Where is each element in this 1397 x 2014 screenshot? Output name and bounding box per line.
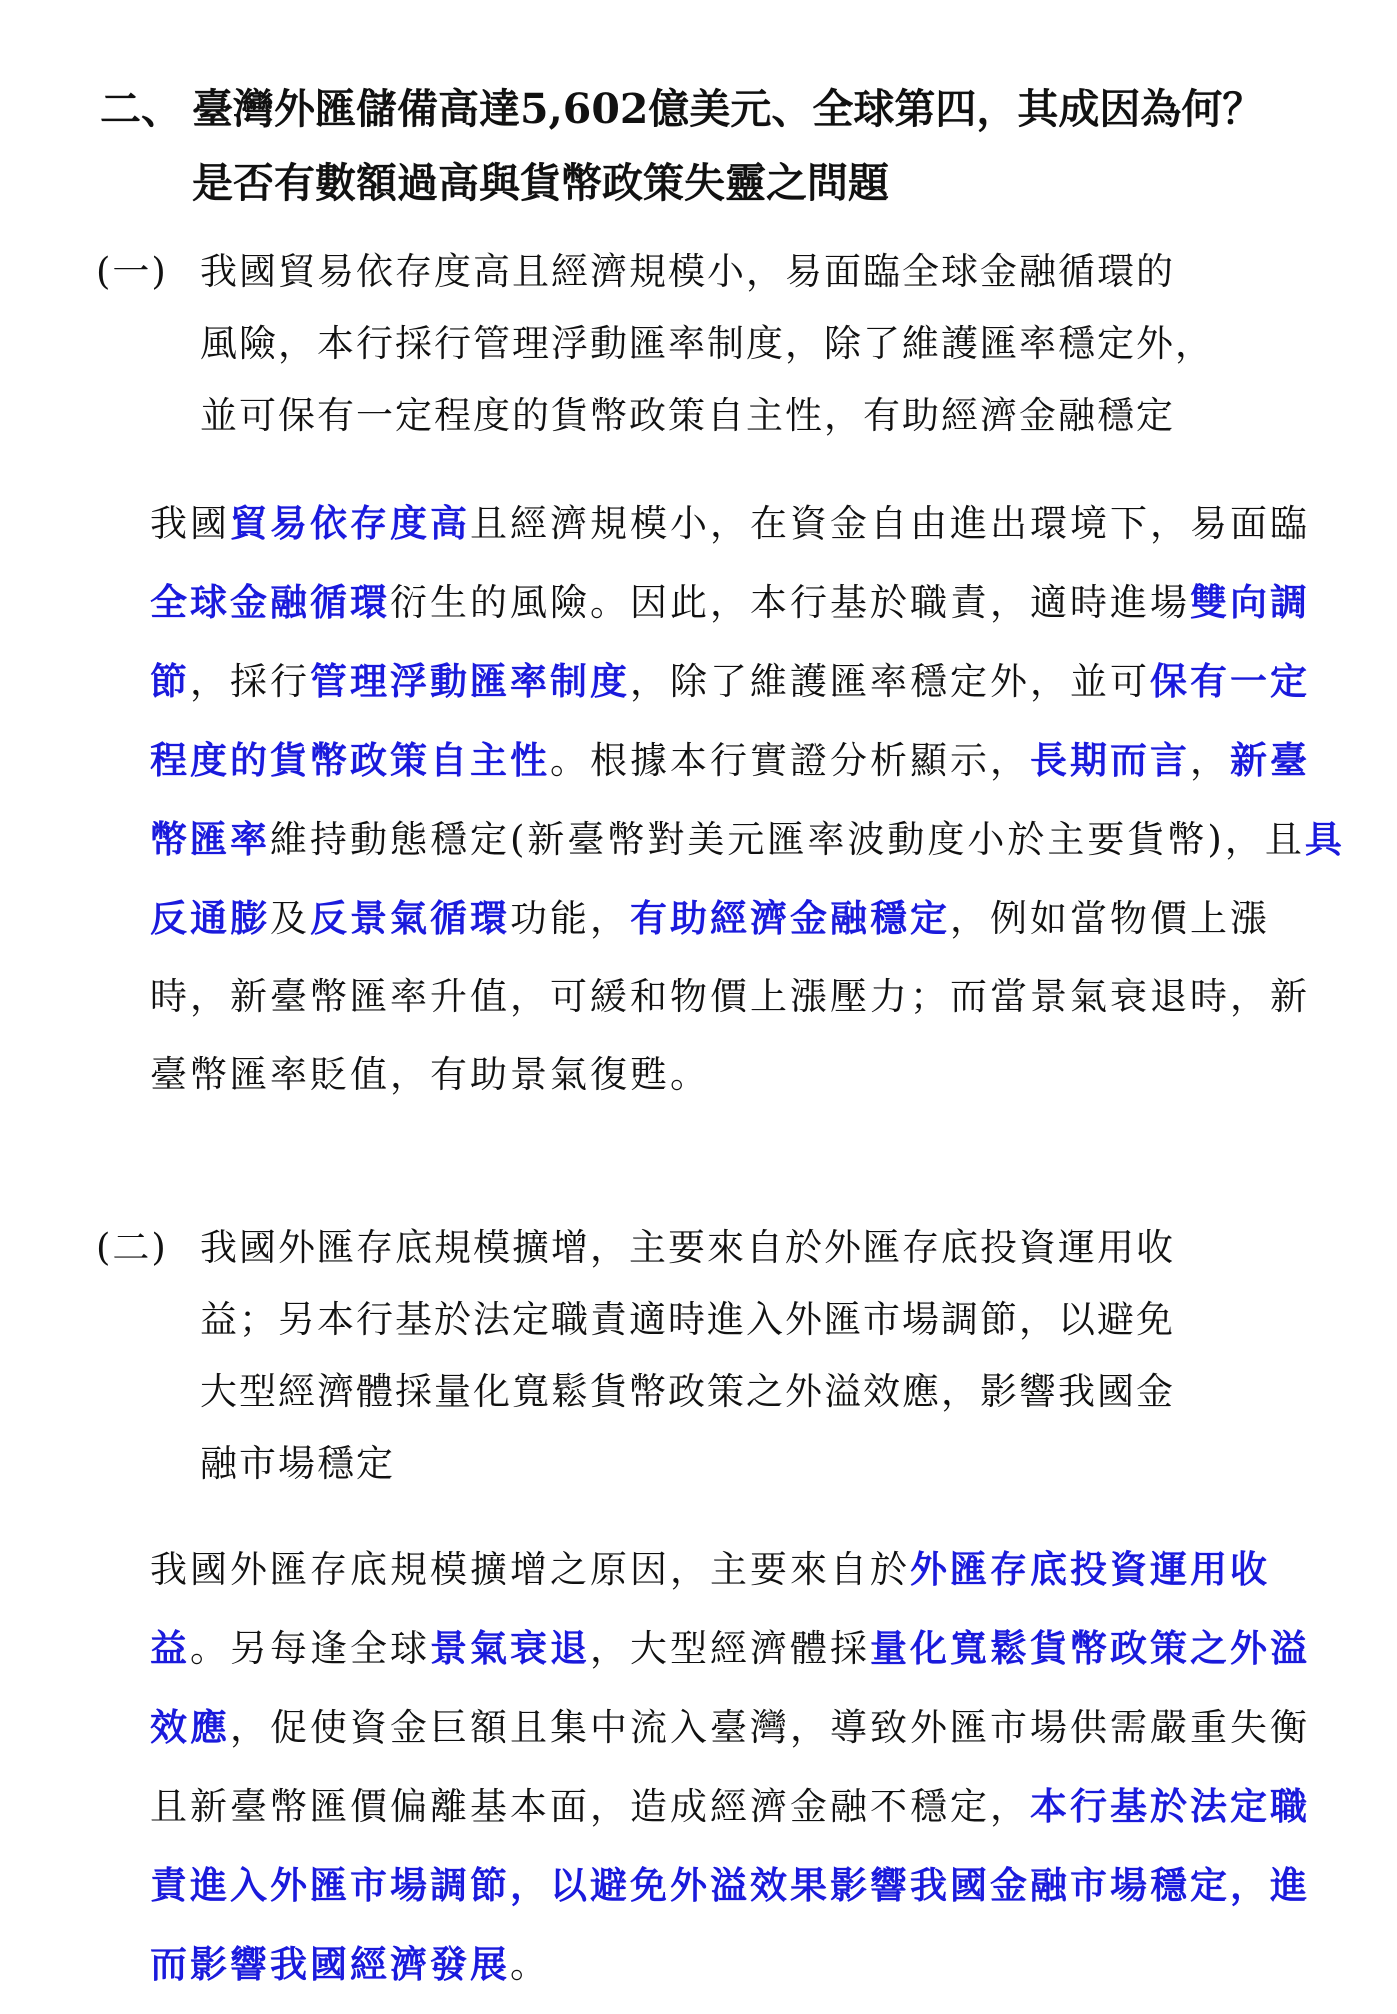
- subsection-1-line-1: 我國貿易依存度高且經濟規模小，易面臨全球金融循環的: [200, 250, 1175, 293]
- subsection-2-title: [96, 1212, 1346, 1500]
- subsection-2-line-3: 大型經濟體採量化寬鬆貨幣政策之外溢效應，影響我國金: [200, 1370, 1175, 1413]
- body-paragraph-2: [150, 1530, 1345, 2004]
- subsection-1-title: [96, 236, 1346, 452]
- text-run: ，例如當物價上漲時，新臺幣匯率升值，可緩和物價上漲壓力；而當景氣衰退時，新臺幣匯率貶值，有助景氣復甦。: [150, 897, 1310, 1096]
- highlight-run: 本行基於法定職責進入外匯市場調節，以避免外溢效果影響我國金融市場穩定，進而影響我國經濟發展: [150, 1784, 1310, 1986]
- subsection-2-marker: (二): [96, 1226, 168, 1269]
- section-heading: [100, 72, 1340, 220]
- text-run: ，: [1190, 739, 1230, 782]
- highlight-run: 有助經濟金融穩定: [630, 896, 950, 940]
- highlight-run: 量化寬鬆貨幣政策之外溢效應: [150, 1626, 1310, 1749]
- text-run: ，採行: [190, 660, 310, 703]
- heading-title: 臺灣外匯儲備高達5,602億美元、全球第四，其成因為何？: [192, 85, 1264, 133]
- text-run: ，促使資金巨額且集中流入臺灣，導致外匯市場供需嚴重失衡且新臺幣匯價偏離基本面，造成經濟金融不穩定，: [150, 1706, 1310, 1828]
- highlight-run: 貿易依存度高: [230, 501, 470, 545]
- text-run: 衍生的風險。因此，本行基於職責，適時進場: [390, 581, 1190, 624]
- highlight-run: 管理浮動匯率制度: [310, 659, 630, 703]
- text-run: 及: [270, 897, 310, 940]
- subsection-1-line-3: 並可保有一定程度的貨幣政策自主性，有助經濟金融穩定: [200, 394, 1175, 437]
- text-run: 。另每逢全球: [190, 1627, 430, 1670]
- highlight-run: 長期而言: [1030, 738, 1190, 782]
- highlight-run: 景氣衰退: [430, 1626, 590, 1670]
- subsection-2-line-4: 融市場穩定: [200, 1442, 395, 1485]
- subsection-2-line-2: 益；另本行基於法定職責適時進入外匯市場調節，以避免: [200, 1298, 1175, 1341]
- highlight-run: 雙向調節: [150, 580, 1310, 703]
- text-run: ，大型經濟體採: [590, 1627, 870, 1670]
- subsection-2-line-1: 我國外匯存底規模擴增，主要來自於外匯存底投資運用收: [200, 1226, 1175, 1269]
- text-run: ，除了維護匯率穩定外，並可: [630, 660, 1150, 703]
- text-run: 且經濟規模小，在資金自由進出環境下，易面臨: [470, 502, 1310, 545]
- highlight-run: 全球金融循環: [150, 580, 390, 624]
- heading-number: 二、: [100, 85, 182, 133]
- highlight-run: 保有一定程度的貨幣政策自主性: [150, 659, 1310, 782]
- body-paragraph-1: [150, 484, 1345, 1114]
- subsection-1-marker: (一): [96, 250, 168, 293]
- text-run: 功能，: [510, 897, 630, 940]
- text-run: 。根據本行實證分析顯示，: [550, 739, 1030, 782]
- text-run: 我國外匯存底規模擴增之原因，主要來自於: [150, 1548, 910, 1591]
- text-run: 維持動態穩定(新臺幣對美元匯率波動度小於主要貨幣)，且: [270, 818, 1305, 861]
- heading-line-2: 是否有數額過高與貨幣政策失靈之問題: [192, 159, 889, 207]
- highlight-run: 具反通膨: [150, 817, 1345, 940]
- highlight-run: 新臺幣匯率: [150, 738, 1310, 861]
- subsection-1-line-2: 風險，本行採行管理浮動匯率制度，除了維護匯率穩定外，: [200, 322, 1214, 365]
- text-run: 。: [510, 1943, 550, 1986]
- text-run: 我國: [150, 502, 230, 545]
- highlight-run: 外匯存底投資運用收益: [150, 1547, 1270, 1670]
- heading-line-1: [100, 72, 1340, 146]
- highlight-run: 反景氣循環: [310, 896, 510, 940]
